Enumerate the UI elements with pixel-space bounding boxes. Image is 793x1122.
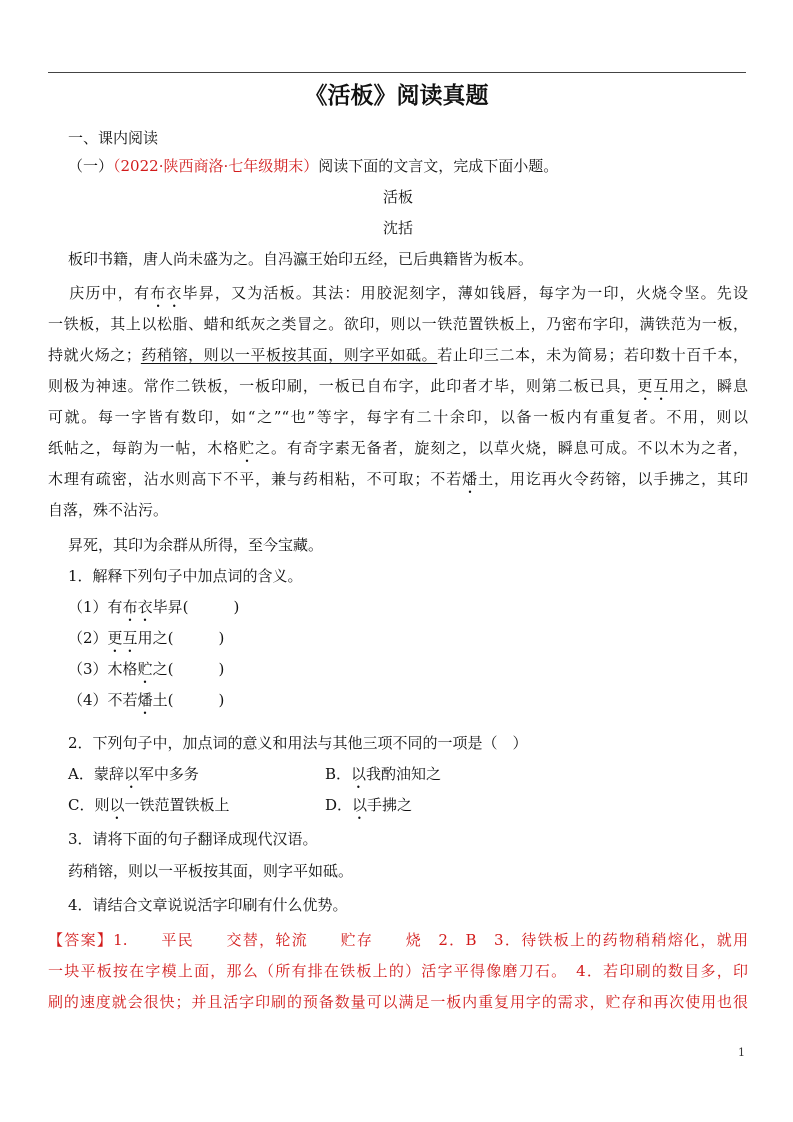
passage-line: 一铁板，其上以松脂、蜡和纸灰之类冒之。欲印，则以一铁范置铁板上，乃密布字印，满铁范为一板， xyxy=(48,315,748,333)
option-a: A． xyxy=(68,765,94,783)
passage-line: 木理有疏密，沾水则高下不平，兼与药相粘，不可取；不若燔土，用讫再火令药镕，以手拂之，其印 xyxy=(48,470,748,488)
passage-author: 沈括 xyxy=(382,219,413,237)
header-rule xyxy=(48,72,746,73)
underlined-sentence: 药稍镕，则以一平板按其面，则字平如砥。 xyxy=(140,346,438,364)
passage-paragraph-3: 昇死，其印为余群从所得，至今宝藏。 xyxy=(68,536,324,554)
passage-line: 庆历中，有布衣毕昇，又为活板。其法：用胶泥刻字，薄如钱唇，每字为一印，火烧令坚。先设 xyxy=(68,284,748,302)
option-d-wrap: D．以手拂之 xyxy=(325,796,413,814)
passage-paragraph-1: 板印书籍，唐人尚未盛为之。自冯瀛王始印五经，已后典籍皆为板本。 xyxy=(68,250,534,268)
passage-title: 活板 xyxy=(382,188,413,206)
answer-line: 【答案】1. 平民 交替，轮流 贮存 烧 2．B 3．待铁板上的药物稍稍熔化，就用 xyxy=(48,931,748,949)
dotted-word: 燔 xyxy=(462,470,479,488)
question-3-stem: 3．请将下面的句子翻译成现代汉语。 xyxy=(68,830,318,848)
option-b-wrap: B．以我酌油知之 xyxy=(325,765,442,783)
passage-line: 可就。每一字皆有数印，如“之”“也”等字，每字有二十余印，以备一板内有重复者。不用，则以 xyxy=(48,408,748,426)
passage-line: 纸帖之，每韵为一帖，木格贮之。有奇字素无备者，旋刻之，以草火烧，瞬息可成。不以木为之者， xyxy=(48,439,748,457)
passage-line: 则极为神速。常作二铁板，一板印刷，一板已自布字，此印者才毕，则第二板已具，更互用之，瞬息 xyxy=(48,377,748,395)
passage-line: 自落，殊不沾污。 xyxy=(48,501,169,519)
answer-line: 刷的速度就会很快；并且活字印刷的预备数量可以满足一板内重复用字的需求，贮存和再次使用也很 xyxy=(48,993,748,1011)
answer-line: 一块平板按在字模上面，那么（所有排在铁板上的）活字平得像磨刀石。 4．若印刷的数目多，印 xyxy=(48,962,748,980)
answer-blank xyxy=(188,598,233,616)
question-2-options-row: C．则以一铁范置铁板上 D．以手拂之 xyxy=(48,795,748,823)
answer-blank xyxy=(173,691,218,709)
dotted-word: 贮 xyxy=(239,439,256,457)
question-2-options-row: A．蒙辞以军中多务 B．以我酌油知之 xyxy=(48,764,748,792)
dotted-word: 更互 xyxy=(637,377,670,395)
question-1-item: （2）更互用之( ) xyxy=(68,629,225,647)
question-1-stem: 1．解释下列句子中加点词的含义。 xyxy=(68,567,303,585)
answer-blank xyxy=(173,629,218,647)
question-1-item: （4）不若燔土( ) xyxy=(68,691,225,709)
question-4-stem: 4．请结合文章说说活字印刷有什么优势。 xyxy=(68,896,348,914)
dotted-word: 布衣 xyxy=(150,284,183,302)
question-2-stem: 2．下列句子中，加点词的意义和用法与其他三项不同的一项是（ ） xyxy=(68,734,528,752)
intro-line: （一）（2022·陕西商洛·七年级期末）阅读下面的文言文，完成下面小题。 xyxy=(68,157,559,175)
option-b: B． xyxy=(325,765,352,783)
option-d: D． xyxy=(325,796,353,814)
question-3-sentence: 药稍镕，则以一平板按其面，则字平如砥。 xyxy=(68,862,354,880)
source-citation: （2022·陕西商洛·七年级期末） xyxy=(113,157,319,175)
option-c: C． xyxy=(68,796,95,814)
passage-line: 持就火炀之；药稍镕，则以一平板按其面，则字平如砥。若止印三二本，未为简易；若印数十百千本， xyxy=(48,346,748,364)
page-number: 1 xyxy=(738,1046,745,1059)
question-1-item: （3）木格贮之( ) xyxy=(68,660,225,678)
question-1-item: （1）有布衣毕昇( ) xyxy=(68,598,240,616)
page-title: 《活板》阅读真题 xyxy=(304,83,489,109)
section-heading: 一、课内阅读 xyxy=(68,129,159,147)
answer-blank xyxy=(173,660,218,678)
